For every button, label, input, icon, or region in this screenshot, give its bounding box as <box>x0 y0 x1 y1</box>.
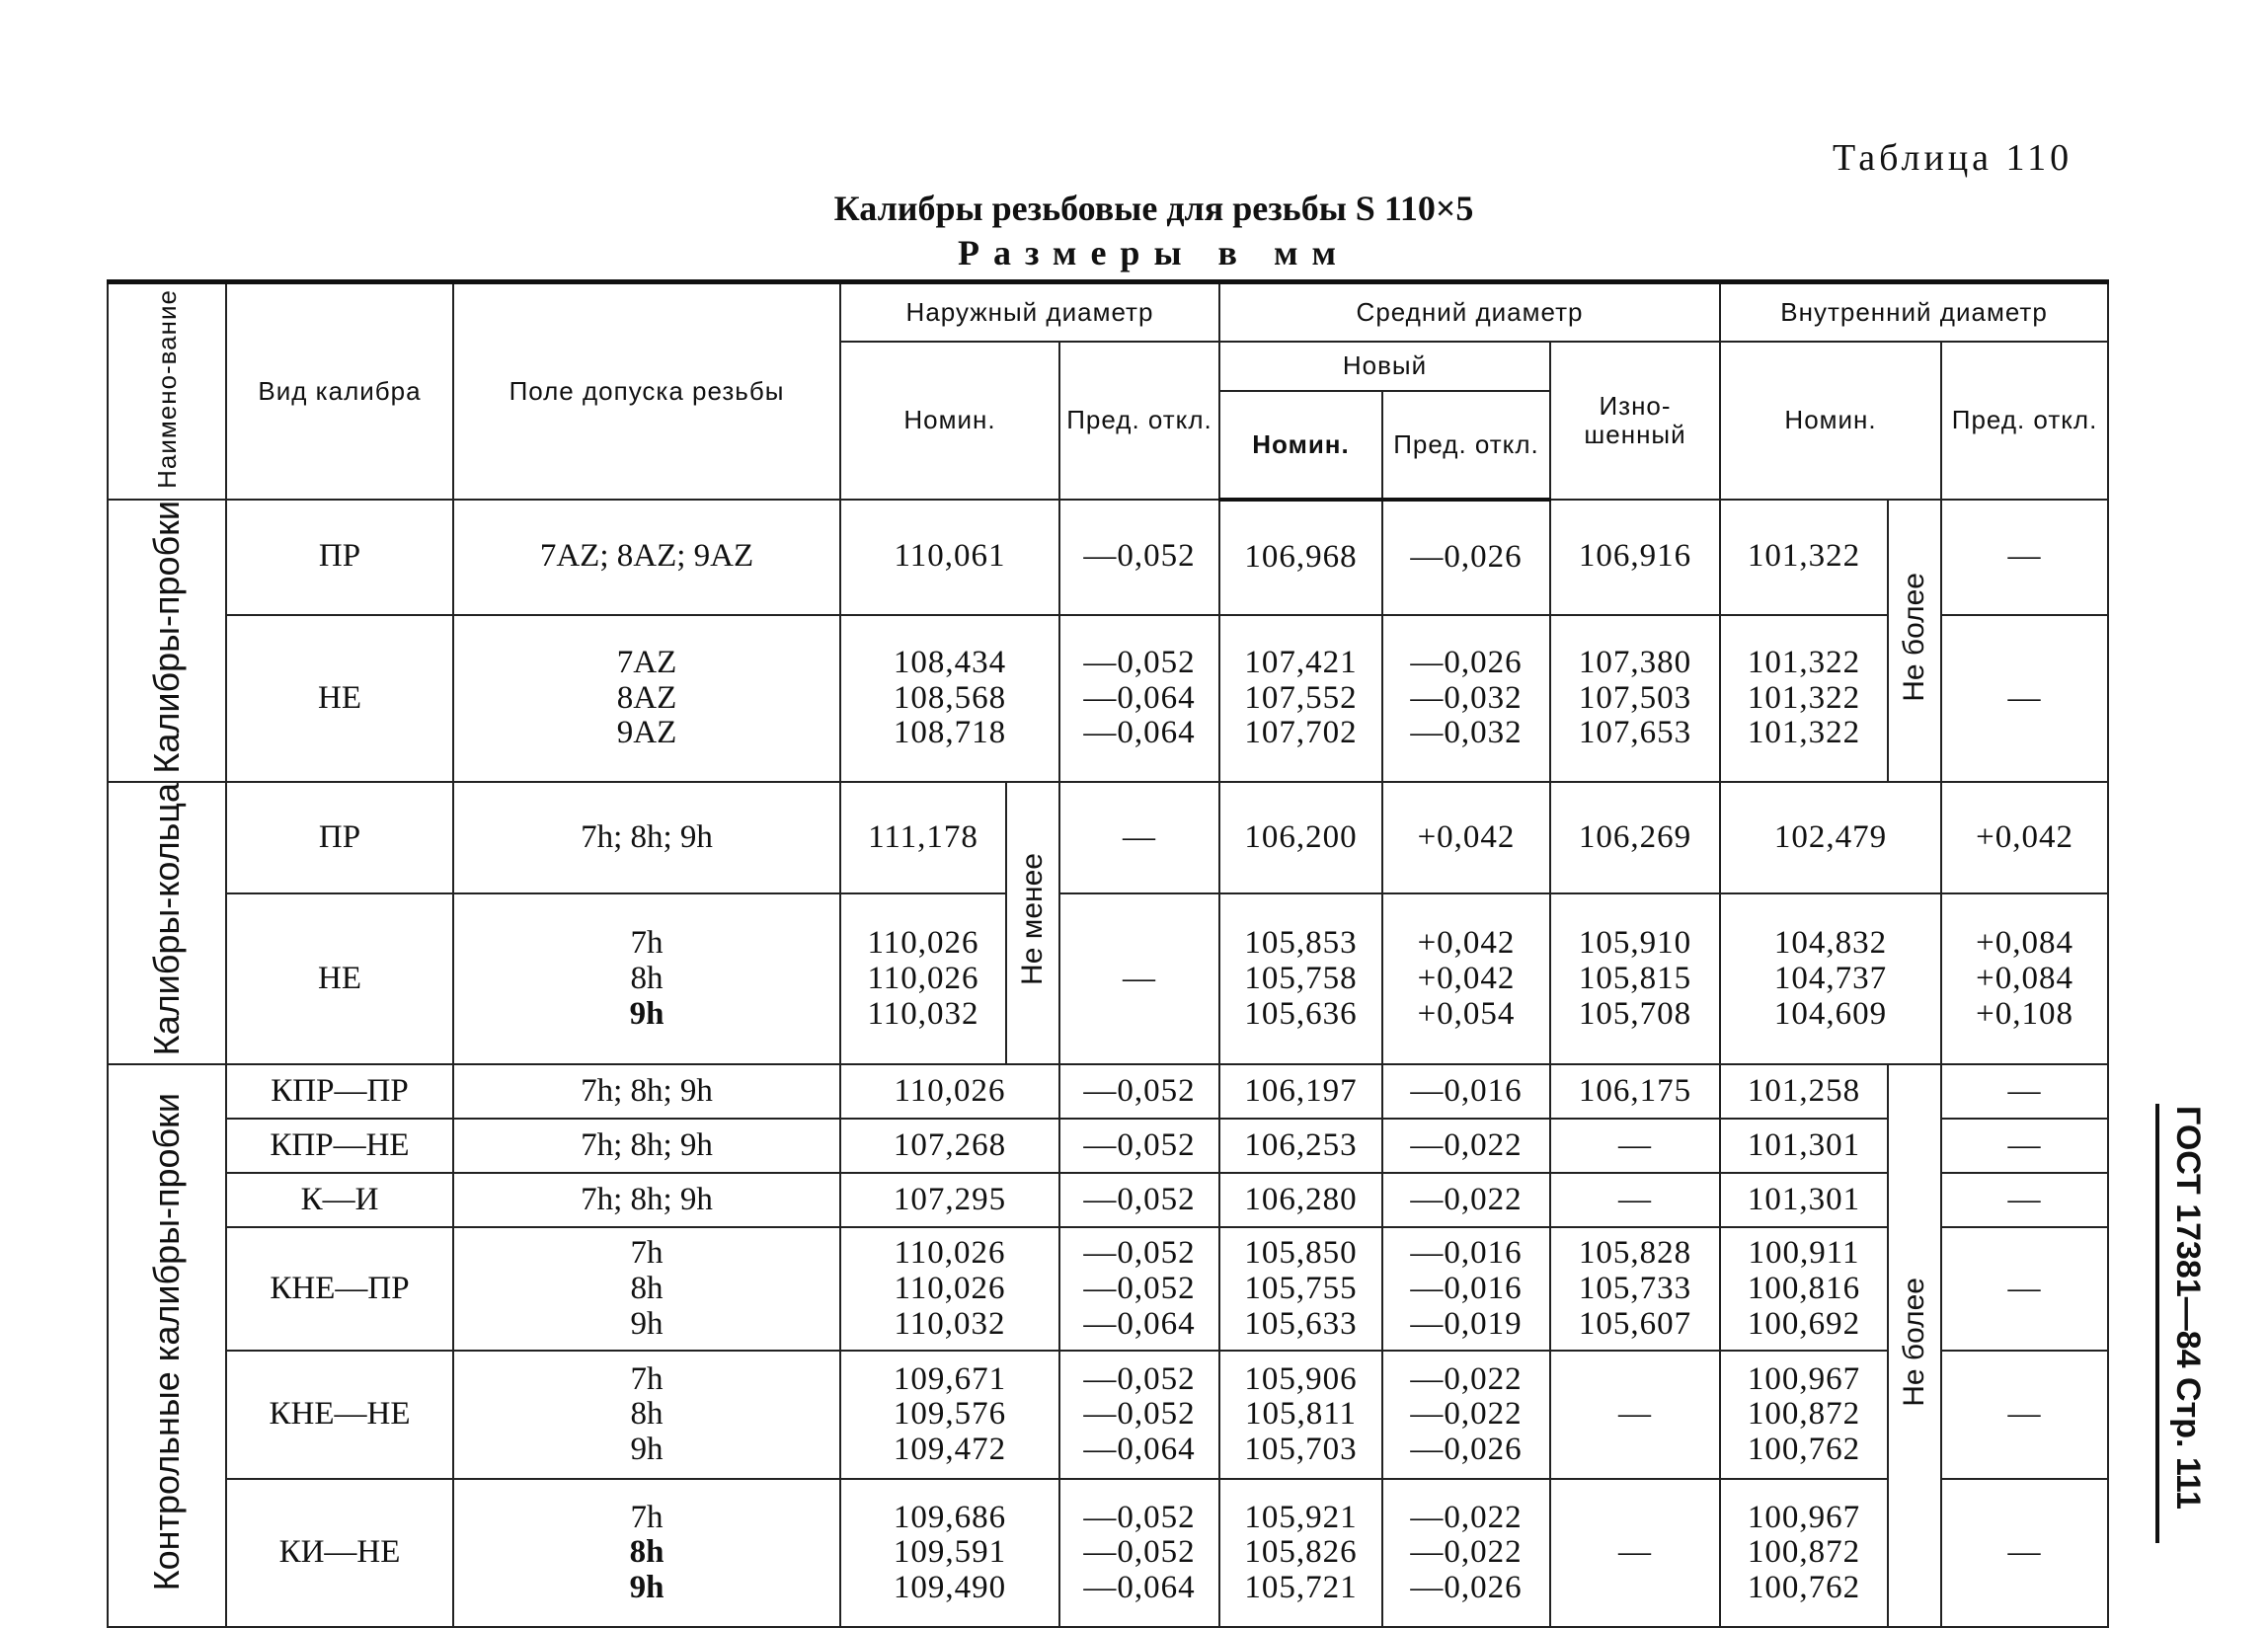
cell-outer-deviation: —0,052 <box>1059 500 1219 615</box>
cell-inner-deviation: — <box>1941 1173 2108 1227</box>
table-row <box>108 500 2108 615</box>
value-line: 100,872 <box>1747 1534 1861 1571</box>
tol-line: 8h <box>630 1270 664 1306</box>
header-middle-nominal: Номин. <box>1219 391 1382 500</box>
tol-line: 9h <box>629 1570 665 1606</box>
cell-outer-deviation: —0,052 <box>1059 1173 1219 1227</box>
note-not-more <box>1888 500 1941 783</box>
cell-middle-nominal <box>1219 1351 1382 1479</box>
value-line: 107,380 <box>1578 644 1692 680</box>
value-line: —0,052 <box>1083 1396 1196 1433</box>
tol-line: 8h <box>630 1396 664 1433</box>
header-worn: Изно-шенный <box>1550 342 1720 500</box>
value-line: —0,032 <box>1410 715 1523 751</box>
value-line: 108,718 <box>893 715 1007 751</box>
header-inner: Внутренний диаметр <box>1720 282 2108 342</box>
cell-middle-nominal: 106,968 <box>1219 500 1382 615</box>
group-plugs-text: Калибры-пробки <box>145 500 187 774</box>
tol-line: 9AZ <box>616 715 677 751</box>
cell-inner-deviation: — <box>1941 1064 2108 1119</box>
value-line: +0,042 <box>1417 925 1516 962</box>
calibers-table <box>107 279 2109 1628</box>
value-line: 104,832 <box>1773 925 1888 962</box>
value-line: +0,108 <box>1976 995 2073 1032</box>
tol-line: 7h <box>630 1499 664 1535</box>
value-line: 105,850 <box>1244 1235 1358 1272</box>
tol-line: 7h; 8h; 9h <box>581 1181 713 1217</box>
value-line: —0,064 <box>1083 1305 1196 1342</box>
header-middle-deviation: Пред. откл. <box>1382 391 1550 500</box>
cell-inner-nominal: 101,322 <box>1720 500 1888 615</box>
cell-outer-deviation <box>1059 615 1219 782</box>
value-line: —0,064 <box>1083 715 1196 751</box>
value-line: 100,967 <box>1747 1360 1861 1397</box>
value-line: 100,762 <box>1747 1432 1861 1468</box>
cell-inner-nominal: 101,258 <box>1720 1064 1888 1119</box>
value-line: 105,910 <box>1578 925 1692 962</box>
cell-outer-nominal: 111,178 <box>840 782 1006 893</box>
cell-middle-worn <box>1550 1227 1720 1351</box>
cell-middle-deviation <box>1382 1351 1550 1479</box>
cell-outer-nominal: 110,061 <box>840 500 1059 615</box>
cell-outer-nominal: 110,026 <box>840 1064 1059 1119</box>
header-name <box>108 282 226 500</box>
cell-kind: КНЕ—НЕ <box>226 1351 453 1479</box>
cell-kind: ПР <box>226 782 453 893</box>
cell-inner-deviation: — <box>1941 1119 2108 1173</box>
tol-line: 7h; 8h; 9h <box>581 1126 713 1163</box>
value-line: 101,322 <box>1747 644 1861 680</box>
cell-middle-worn: — <box>1550 1351 1720 1479</box>
cell-inner-nominal: 102,479 <box>1720 782 1941 893</box>
value-line: 105,607 <box>1578 1305 1692 1342</box>
table-row <box>108 1064 2108 1119</box>
value-line: 105,811 <box>1244 1396 1358 1433</box>
cell-middle-nominal <box>1219 615 1382 782</box>
value-line: —0,022 <box>1410 1396 1523 1433</box>
group-control <box>108 1064 226 1627</box>
cell-kind: КНЕ—ПР <box>226 1227 453 1351</box>
tol-line: 8AZ <box>616 679 677 716</box>
cell-inner-nominal: 101,301 <box>1720 1173 1888 1227</box>
cell-middle-worn: — <box>1550 1479 1720 1627</box>
value-line: 105,755 <box>1244 1270 1358 1306</box>
value-line: 110,032 <box>894 1305 1006 1342</box>
cell-inner-deviation: +0,042 <box>1941 782 2108 893</box>
value-line: 105,703 <box>1244 1432 1358 1468</box>
cell-middle-nominal: 106,253 <box>1219 1119 1382 1173</box>
group-plugs <box>108 500 226 783</box>
cell-middle-deviation: —0,016 <box>1382 1064 1550 1119</box>
cell-middle-nominal: 106,280 <box>1219 1173 1382 1227</box>
value-line: +0,054 <box>1417 995 1516 1032</box>
cell-middle-worn <box>1550 893 1720 1064</box>
value-line: 105,708 <box>1578 995 1692 1032</box>
cell-inner-nominal: 101,301 <box>1720 1119 1888 1173</box>
cell-inner-deviation: — <box>1941 1479 2108 1627</box>
note-not-less <box>1006 782 1059 1064</box>
cell-inner-nominal <box>1720 893 1941 1064</box>
header-name-text: Наимено-вание <box>151 288 182 489</box>
value-line: —0,022 <box>1410 1534 1523 1571</box>
table-units-text: Размеры в мм <box>957 233 1351 272</box>
value-line: 109,472 <box>893 1432 1007 1468</box>
header-kind-text: Вид калибра <box>258 376 422 407</box>
cell-middle-worn: — <box>1550 1119 1720 1173</box>
cell-kind: КИ—НЕ <box>226 1479 453 1627</box>
table-row <box>108 893 2108 1064</box>
cell-middle-nominal <box>1219 1227 1382 1351</box>
value-line: 107,702 <box>1244 715 1358 751</box>
tol-line: 9h <box>629 995 665 1032</box>
value-line: —0,064 <box>1083 1432 1196 1468</box>
value-line: —0,052 <box>1083 1534 1196 1571</box>
cell-middle-deviation <box>1382 1479 1550 1627</box>
cell-outer-nominal: 107,268 <box>840 1119 1059 1173</box>
value-line: 105,758 <box>1244 960 1358 996</box>
value-line: 110,026 <box>867 960 979 996</box>
side-page-label-text: ГОСТ 17381—84 Стр. 111 <box>2169 1106 2207 1510</box>
note-not-less-text: Не менее <box>1015 853 1049 986</box>
cell-inner-deviation: — <box>1941 1351 2108 1479</box>
table-row <box>108 1173 2108 1227</box>
tol-line: 8h <box>629 1534 665 1571</box>
header-outer-nominal: Номин. <box>840 342 1059 500</box>
side-rule <box>2155 1104 2159 1543</box>
value-line: 100,911 <box>1748 1235 1860 1272</box>
value-line: —0,026 <box>1410 1570 1523 1606</box>
value-line: —0,022 <box>1410 1499 1523 1535</box>
cell-middle-nominal <box>1219 1479 1382 1627</box>
cell-outer-nominal <box>840 1351 1059 1479</box>
cell-outer-deviation: — <box>1059 893 1219 1064</box>
cell-outer-deviation: — <box>1059 782 1219 893</box>
tol-line: 7AZ <box>616 644 677 680</box>
cell-inner-deviation: — <box>1941 500 2108 615</box>
value-line: 105,853 <box>1244 925 1358 962</box>
value-line: —0,022 <box>1410 1360 1523 1397</box>
value-line: 105,921 <box>1244 1499 1358 1535</box>
value-line: 100,816 <box>1747 1270 1861 1306</box>
header-outer-deviation: Пред. откл. <box>1059 342 1219 500</box>
cell-kind: ПР <box>226 500 453 615</box>
value-line: 104,737 <box>1773 960 1888 996</box>
value-line: 109,591 <box>893 1534 1007 1571</box>
cell-inner-nominal <box>1720 1479 1888 1627</box>
group-control-text: Контрольные калибры-пробки <box>145 1093 187 1591</box>
tol-line: 7AZ; 8AZ; 9AZ <box>539 538 754 575</box>
table-number: Таблица 110 <box>1833 137 2073 179</box>
value-line: +0,042 <box>1417 960 1516 996</box>
value-line: —0,064 <box>1083 1570 1196 1606</box>
cell-tol <box>453 782 840 893</box>
cell-tol <box>453 1173 840 1227</box>
value-line: 109,490 <box>893 1570 1007 1606</box>
tol-line: 8h <box>630 960 664 996</box>
tol-line: 9h <box>630 1305 664 1342</box>
table-title <box>0 188 2268 229</box>
value-line: —0,016 <box>1410 1235 1523 1272</box>
value-line: 105,636 <box>1244 995 1358 1032</box>
value-line: 100,762 <box>1747 1570 1861 1606</box>
value-line: 101,322 <box>1747 715 1861 751</box>
cell-outer-deviation <box>1059 1351 1219 1479</box>
cell-middle-deviation: +0,042 <box>1382 782 1550 893</box>
note-not-more <box>1888 1064 1941 1627</box>
value-line: —0,019 <box>1410 1305 1523 1342</box>
header-tolerance-text: Поле допуска резьбы <box>508 376 785 407</box>
value-line: 104,609 <box>1773 995 1888 1032</box>
cell-outer-deviation <box>1059 1227 1219 1351</box>
cell-middle-worn <box>1550 615 1720 782</box>
note-not-more-text: Не более <box>1897 1278 1930 1407</box>
header-new: Новый <box>1219 342 1550 391</box>
table-units <box>0 232 2268 273</box>
cell-kind: КПР—ПР <box>226 1064 453 1119</box>
cell-tol <box>453 615 840 782</box>
value-line: 108,568 <box>893 679 1007 716</box>
cell-tol <box>453 893 840 1064</box>
cell-middle-worn: 106,916 <box>1550 500 1720 615</box>
value-line: 105,815 <box>1578 960 1692 996</box>
value-line: 107,552 <box>1244 679 1358 716</box>
value-line: 108,434 <box>893 644 1007 680</box>
value-line: 110,032 <box>867 995 979 1032</box>
note-not-more-text: Не более <box>1897 572 1930 702</box>
group-rings <box>108 782 226 1064</box>
value-line: 110,026 <box>894 1270 1006 1306</box>
cell-middle-deviation: —0,022 <box>1382 1173 1550 1227</box>
header-outer: Наружный диаметр <box>840 282 1219 342</box>
cell-outer-nominal <box>840 615 1059 782</box>
value-line: —0,052 <box>1083 1499 1196 1535</box>
table-row <box>108 1227 2108 1351</box>
cell-middle-nominal: 106,200 <box>1219 782 1382 893</box>
cell-tol <box>453 500 840 615</box>
cell-inner-nominal <box>1720 615 1888 782</box>
tol-line: 7h; 8h; 9h <box>581 1072 713 1109</box>
value-line: —0,026 <box>1410 1432 1523 1468</box>
value-line: 109,686 <box>893 1499 1007 1535</box>
value-line: —0,026 <box>1410 644 1523 680</box>
cell-kind: НЕ <box>226 893 453 1064</box>
value-line: 110,026 <box>867 925 979 962</box>
cell-tol <box>453 1227 840 1351</box>
value-line: —0,052 <box>1083 1270 1196 1306</box>
cell-middle-nominal <box>1219 893 1382 1064</box>
cell-middle-nominal: 106,197 <box>1219 1064 1382 1119</box>
header-kind <box>226 282 453 500</box>
value-line: 105,826 <box>1244 1534 1358 1571</box>
cell-outer-deviation <box>1059 1479 1219 1627</box>
tol-line: 9h <box>630 1432 664 1468</box>
header-middle: Средний диаметр <box>1219 282 1720 342</box>
header-inner-deviation: Пред. откл. <box>1941 342 2108 500</box>
value-line: 100,967 <box>1747 1499 1861 1535</box>
value-line: 105,721 <box>1244 1570 1358 1606</box>
value-line: 107,503 <box>1578 679 1692 716</box>
cell-inner-nominal <box>1720 1227 1888 1351</box>
table-row <box>108 782 2108 893</box>
cell-middle-deviation <box>1382 1227 1550 1351</box>
value-line: 107,421 <box>1244 644 1358 680</box>
value-line: 105,733 <box>1578 1270 1692 1306</box>
cell-middle-worn: 106,175 <box>1550 1064 1720 1119</box>
cell-middle-worn: — <box>1550 1173 1720 1227</box>
group-rings-text: Калибры-кольца <box>145 783 187 1056</box>
cell-tol <box>453 1119 840 1173</box>
cell-middle-worn: 106,269 <box>1550 782 1720 893</box>
value-line: 105,906 <box>1244 1360 1358 1397</box>
tol-line: 7h <box>630 1360 664 1397</box>
tol-line: 7h <box>630 1235 664 1272</box>
value-line: —0,052 <box>1083 1360 1196 1397</box>
tol-line: 7h; 8h; 9h <box>581 818 713 855</box>
value-line: —0,064 <box>1083 679 1196 716</box>
value-line: 100,872 <box>1747 1396 1861 1433</box>
tol-line: 7h <box>630 925 664 962</box>
value-line: —0,032 <box>1410 679 1523 716</box>
value-line: —0,052 <box>1083 1235 1196 1272</box>
value-line: 105,828 <box>1578 1235 1692 1272</box>
cell-outer-nominal: 107,295 <box>840 1173 1059 1227</box>
cell-tol <box>453 1479 840 1627</box>
cell-middle-deviation: —0,026 <box>1382 500 1550 615</box>
value-line: 107,653 <box>1578 715 1692 751</box>
cell-kind: НЕ <box>226 615 453 782</box>
value-line: 101,322 <box>1747 679 1861 716</box>
value-line: +0,084 <box>1976 960 2073 996</box>
cell-middle-deviation <box>1382 893 1550 1064</box>
table-title-text: Калибры резьбовые для резьбы S 110×5 <box>833 189 1474 228</box>
cell-inner-deviation <box>1941 893 2108 1064</box>
value-line: +0,084 <box>1976 925 2073 962</box>
cell-outer-deviation: —0,052 <box>1059 1119 1219 1173</box>
value-line: 110,026 <box>894 1235 1006 1272</box>
table-row <box>108 1351 2108 1479</box>
value-line: —0,052 <box>1083 644 1196 680</box>
header-tolerance <box>453 282 840 500</box>
cell-middle-deviation <box>1382 615 1550 782</box>
cell-middle-deviation: —0,022 <box>1382 1119 1550 1173</box>
value-line: 105,633 <box>1244 1305 1358 1342</box>
cell-kind: КПР—НЕ <box>226 1119 453 1173</box>
table-row <box>108 1479 2108 1627</box>
table-row <box>108 1119 2108 1173</box>
side-page-label <box>2168 1106 2228 1540</box>
value-line: 109,671 <box>893 1360 1007 1397</box>
cell-inner-deviation: — <box>1941 615 2108 782</box>
table-row <box>108 615 2108 782</box>
cell-outer-nominal <box>840 893 1006 1064</box>
cell-kind: К—И <box>226 1173 453 1227</box>
value-line: 100,692 <box>1747 1305 1861 1342</box>
cell-outer-nominal <box>840 1479 1059 1627</box>
cell-inner-deviation: — <box>1941 1227 2108 1351</box>
cell-outer-nominal <box>840 1227 1059 1351</box>
cell-tol <box>453 1064 840 1119</box>
value-line: —0,016 <box>1410 1270 1523 1306</box>
cell-inner-nominal <box>1720 1351 1888 1479</box>
value-line: 109,576 <box>893 1396 1007 1433</box>
cell-outer-deviation: —0,052 <box>1059 1064 1219 1119</box>
header-inner-nominal: Номин. <box>1720 342 1941 500</box>
cell-tol <box>453 1351 840 1479</box>
